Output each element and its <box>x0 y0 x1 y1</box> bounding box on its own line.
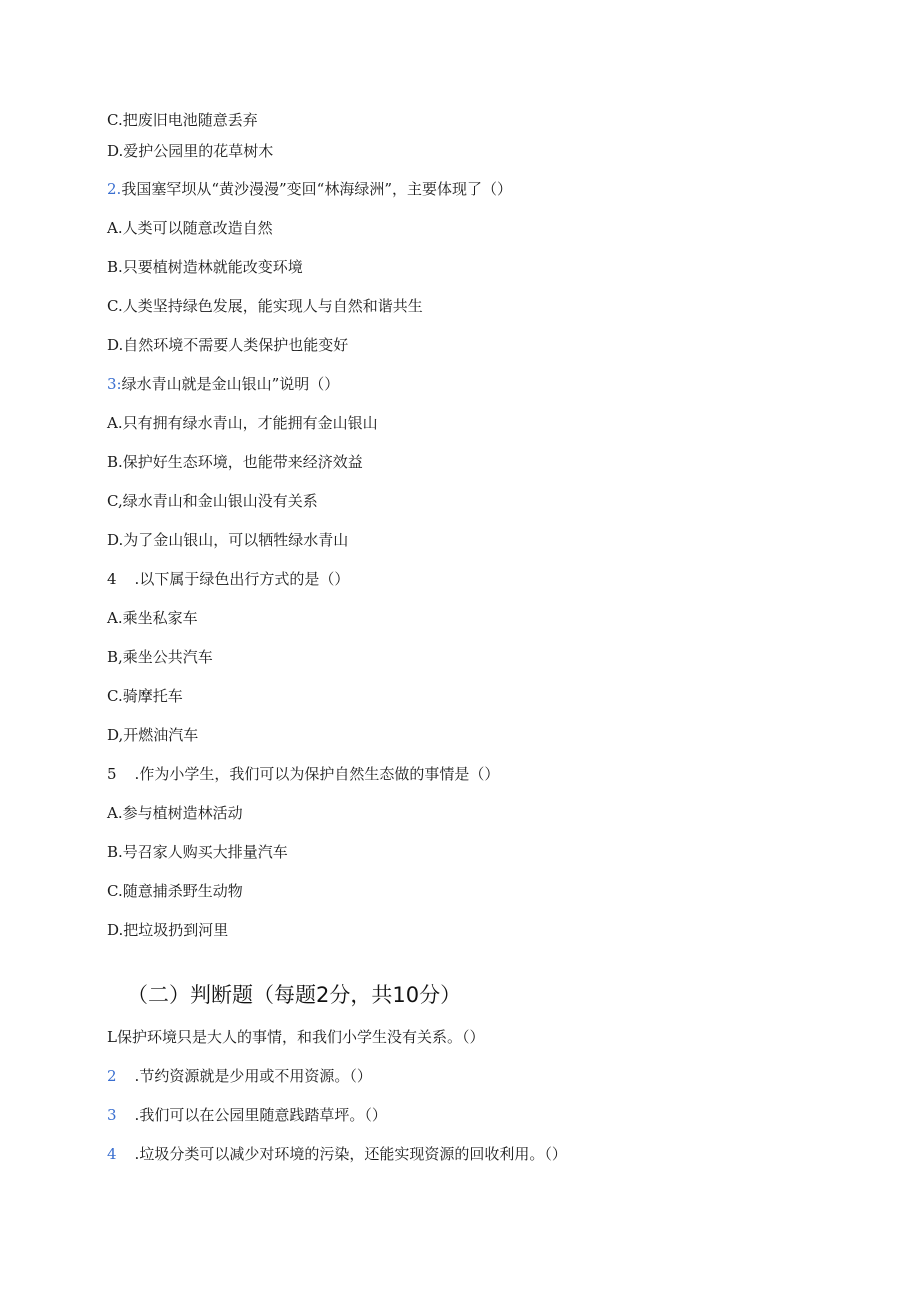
q5-number: 5 <box>107 765 117 783</box>
q2-option-b: B.只要植树造林就能改变环境 <box>107 258 303 276</box>
judge-item-4 <box>107 1144 567 1164</box>
q3-stem-text: 绿水青山就是金山银山”说明（） <box>121 375 340 393</box>
judge-4-text: .垃圾分类可以减少对环境的污染，还能实现资源的回收利用。（） <box>134 1145 567 1163</box>
q5-option-d: D.把垃圾扔到河里 <box>107 921 229 939</box>
judge-3-text: .我们可以在公园里随意践踏草坪。（） <box>134 1106 387 1124</box>
q4-stem-text: .以下属于绿色出行方式的是（） <box>134 570 350 588</box>
q3-option-d: D.为了金山银山，可以牺牲绿水青山 <box>107 531 349 549</box>
q4-number: 4 <box>107 570 117 588</box>
q4-option-c: C.骑摩托车 <box>107 687 183 705</box>
q2-stem <box>107 179 512 199</box>
q5-stem-text: .作为小学生，我们可以为保护自然生态做的事情是（） <box>134 765 500 783</box>
judge-item-3 <box>107 1105 387 1125</box>
q3-option-b: B.保护好生态环境，也能带来经济效益 <box>107 453 363 471</box>
judge-item-2 <box>107 1066 372 1086</box>
q1-option-c: C.把废旧电池随意丢弃 <box>107 111 258 129</box>
q5-option-a: A.参与植树造林活动 <box>107 804 243 822</box>
judge-item-1: L保护环境只是大人的事情，和我们小学生没有关系。（） <box>107 1028 485 1046</box>
q2-option-a: A.人类可以随意改造自然 <box>107 219 273 237</box>
q3-stem <box>107 374 339 394</box>
q4-stem <box>107 569 349 589</box>
q3-option-c: C,绿水青山和金山银山没有关系 <box>107 492 318 510</box>
q1-option-d: D.爱护公园里的花草树木 <box>107 142 274 160</box>
q2-option-d: D.自然环境不需要人类保护也能变好 <box>107 336 349 354</box>
q4-option-d: D,开燃油汽车 <box>107 726 199 744</box>
judge-3-number: 3 <box>107 1106 117 1124</box>
q5-option-b: B.号召家人购买大排量汽车 <box>107 843 288 861</box>
judge-2-number: 2 <box>107 1067 117 1085</box>
q2-number: 2. <box>107 180 122 198</box>
q2-option-c: C.人类坚持绿色发展，能实现人与自然和谐共生 <box>107 297 423 315</box>
q2-stem-text: 我国塞罕坝从“黄沙漫漫”变回“林海绿洲”，主要体现了（） <box>121 180 512 198</box>
section-title-true-false: （二）判断题（每题2分，共10分） <box>127 983 462 1007</box>
q3-number: 3: <box>107 375 122 393</box>
judge-2-text: .节约资源就是少用或不用资源。（） <box>134 1067 372 1085</box>
q5-stem <box>107 764 499 784</box>
judge-4-number: 4 <box>107 1145 117 1163</box>
q4-option-b: B,乘坐公共汽车 <box>107 648 213 666</box>
q5-option-c: C.随意捕杀野生动物 <box>107 882 243 900</box>
q3-option-a: A.只有拥有绿水青山，才能拥有金山银山 <box>107 414 378 432</box>
q4-option-a: A.乘坐私家车 <box>107 609 198 627</box>
